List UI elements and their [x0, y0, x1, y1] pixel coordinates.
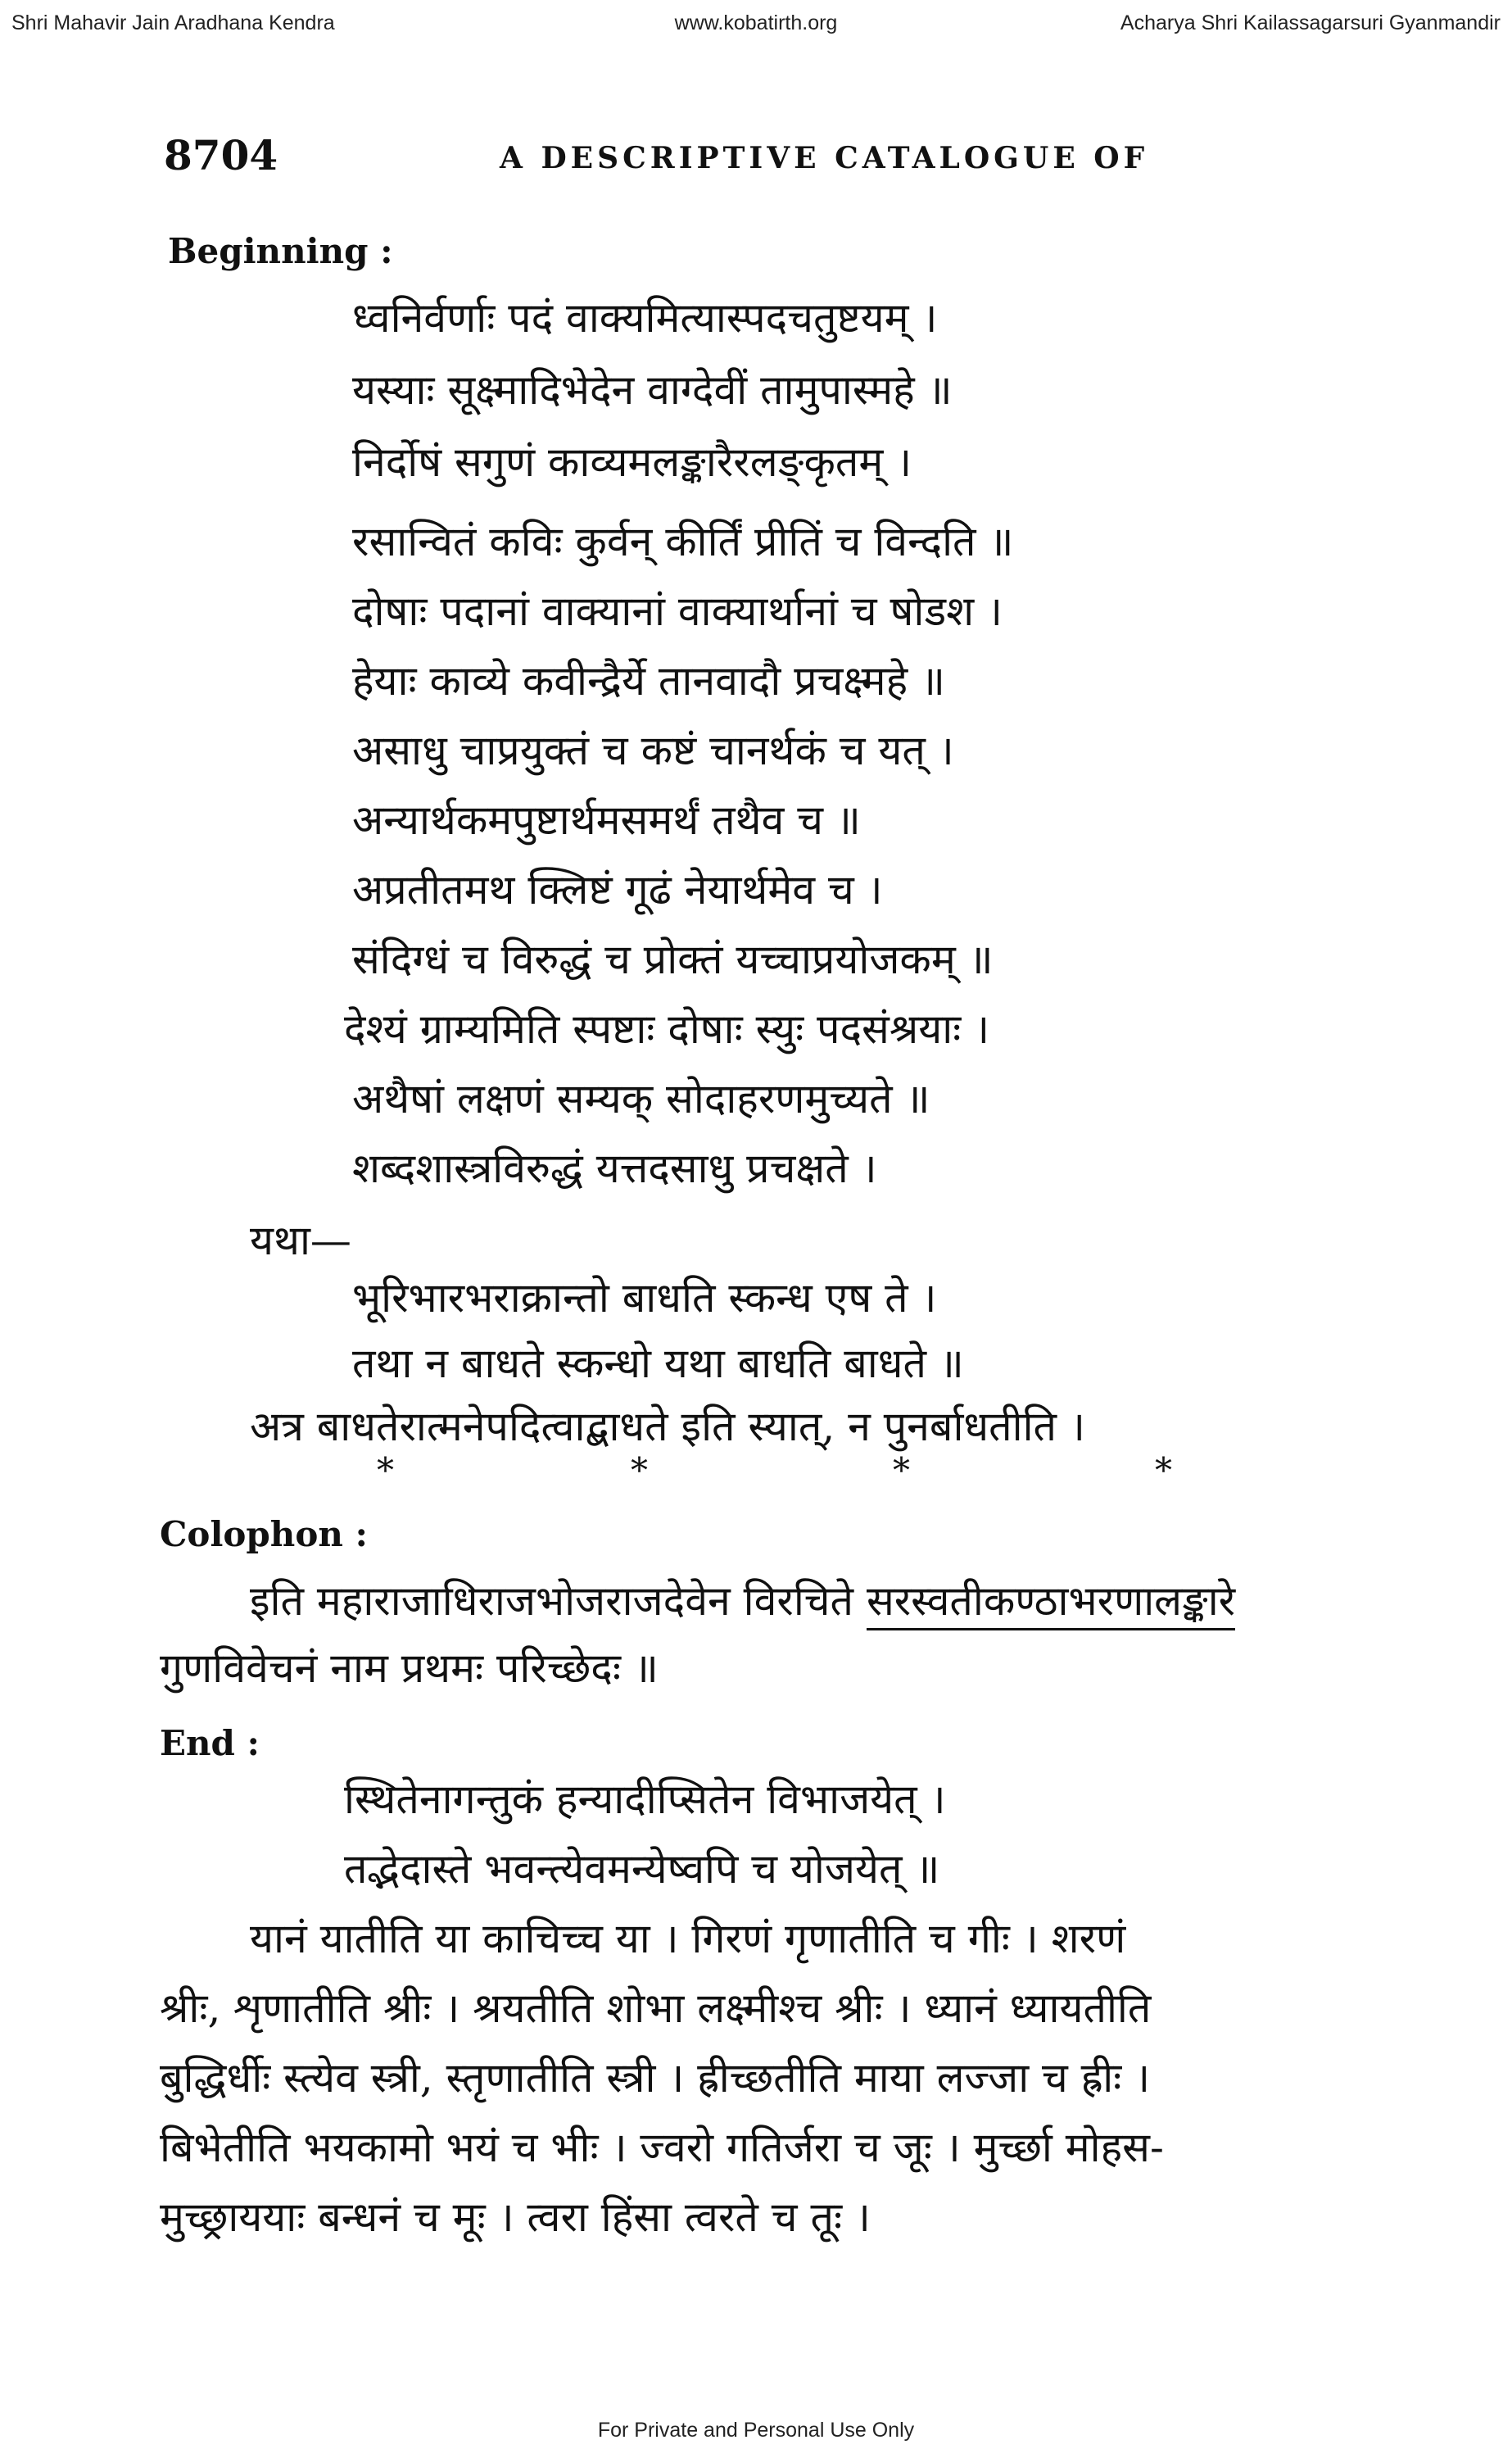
verse-line: अन्यार्थकमपुष्टार्थमसमर्थं तथैव च ॥ — [352, 796, 861, 844]
beginning-label: Beginning : — [168, 231, 393, 271]
verse-line: अथैषां लक्षणं सम्यक् सोदाहरणमुच्यते ॥ — [352, 1075, 930, 1122]
verse-line: असाधु चाप्रयुक्तं च कष्टं चानर्थकं च यत् । — [352, 727, 954, 774]
verse-line: शब्दशास्त्रविरुद्धं यत्तदसाधु प्रचक्षते । — [352, 1145, 877, 1192]
colophon-line-2: गुणविवेचनं नाम प्रथमः परिच्छेदः ॥ — [160, 1644, 659, 1692]
verse-line: देश्यं ग्राम्यमिति स्पष्टाः दोषाः स्युः पदसंश्रयाः । — [344, 1005, 990, 1053]
verse-line: हेयाः काव्ये कवीन्द्रैर्ये तानवादौ प्रचक्ष्महे ॥ — [352, 657, 945, 705]
verse-line: रसान्वितं कविः कुर्वन् कीर्तिं प्रीतिं च विन्दति ॥ — [352, 518, 1014, 565]
colophon-text: इति महाराजाधिराजभोजराजदेवेन विरचिते — [250, 1577, 867, 1625]
verse-line: अप्रतीतमथ क्लिष्टं गूढं नेयार्थमेव च । — [352, 866, 883, 914]
yatha-label: यथा— — [250, 1217, 351, 1264]
separator-star: * — [631, 1450, 648, 1490]
separator-star: * — [377, 1450, 394, 1490]
verse-line: तथा न बाधते स्कन्धो यथा बाधति बाधते ॥ — [352, 1340, 964, 1387]
verse-line: स्थितेनागन्तुकं हन्यादीप्सितेन विभाजयेत् । — [344, 1775, 946, 1823]
header-left-text: Shri Mahavir Jain Aradhana Kendra — [11, 11, 335, 34]
verse-line: तद्भेदास्ते भवन्त्येवमन्येष्वपि च योजयेत् ॥ — [344, 1845, 940, 1893]
verse-line: संदिग्धं च विरुद्धं च प्रोक्तं यच्चाप्रयोजकम् ॥ — [352, 936, 994, 983]
page-header — [164, 131, 1392, 188]
verse-line: भूरिभारभराक्रान्तो बाधति स्कन्ध एष ते । — [352, 1274, 937, 1322]
colophon-label: Colophon : — [160, 1514, 368, 1554]
end-label: End : — [160, 1723, 260, 1763]
separator-star: * — [1155, 1450, 1172, 1490]
verse-line: निर्दोषं सगुणं काव्यमलङ्कारैरलङ्कृतम् । — [352, 438, 912, 486]
colophon-line-1 — [250, 1571, 1235, 1627]
page-number: 8704 — [164, 131, 278, 179]
footer-note: For Private and Personal Use Only — [597, 2419, 915, 2442]
grammar-note: अत्र बाधतेरात्मनेपदित्वाद्बाधते इति स्यात्, न पुनर्बाधतीति । — [250, 1403, 1085, 1450]
prose-line: बिभेतीति भयकामो भयं च भीः । ज्वरो गतिर्जरा च जूः । मुर्च्छा मोहस- — [160, 2124, 1164, 2171]
work-title-underlined: सरस्वतीकण्ठाभरणालङ्कारे — [867, 1577, 1235, 1630]
header-right-text: Acharya Shri Kailassagarsuri Gyanmandir — [1120, 11, 1501, 34]
verse-line: दोषाः पदानां वाक्यानां वाक्यार्थानां च षोडश । — [352, 587, 1003, 635]
section-separator — [377, 1450, 1196, 1491]
prose-line: मुच्छ्राययाः बन्धनं च मूः । त्वरा हिंसा त्वरते च तूः । — [160, 2193, 871, 2241]
verse-line: यस्याः सूक्ष्मादिभेदेन वाग्देवीं तामुपास्महे ॥ — [352, 366, 953, 414]
separator-star: * — [893, 1450, 910, 1490]
prose-line: बुद्धिर्धीः स्त्येव स्त्री, स्तृणातीति स्त्री । ह्रीच्छतीति माया लज्जा च ह्रीः । — [160, 2054, 1151, 2102]
header-center-url[interactable]: www.kobatirth.org — [674, 11, 838, 34]
prose-line: श्रीः, शृणातीति श्रीः । श्रयतीति शोभा लक्ष्मीश्च श्रीः । ध्यानं ध्यायतीति — [160, 1984, 1152, 2032]
running-title: A DESCRIPTIVE CATALOGUE OF — [500, 141, 1149, 175]
source-header — [0, 11, 1512, 44]
verse-line: ध्वनिर्वर्णाः पदं वाक्यमित्यास्पदचतुष्टयम् । — [352, 294, 938, 342]
prose-line: यानं यातीति या काचिच्च या । गिरणं गृणातीति च गीः । शरणं — [250, 1915, 1126, 1962]
